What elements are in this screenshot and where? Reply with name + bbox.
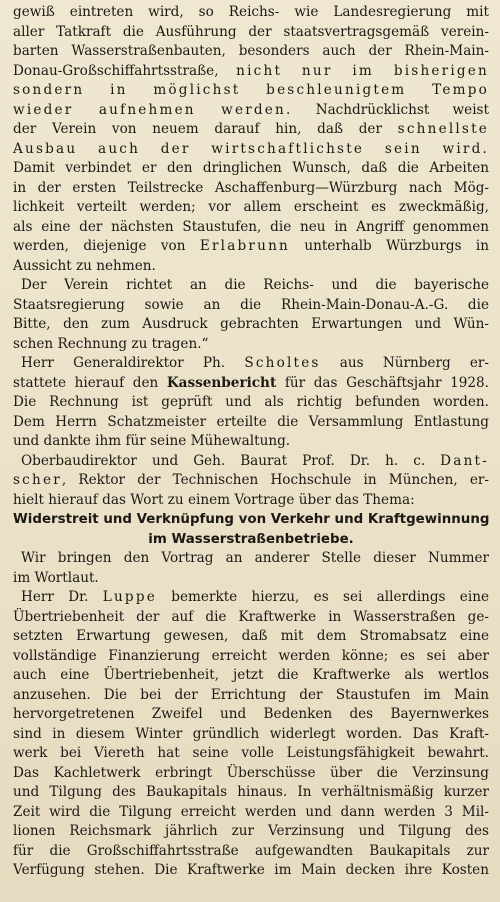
text-run: Herr Dr. bbox=[21, 589, 103, 605]
text-run: setzten Erwartung gewesen, daß mit dem Stromabsatz eine bbox=[13, 628, 489, 644]
text-line bbox=[13, 510, 489, 530]
text-line bbox=[13, 452, 489, 472]
spaced-emphasis: Luppe bbox=[102, 589, 157, 605]
section-heading bbox=[13, 510, 489, 549]
spaced-emphasis: nicht nur im bisherigen bbox=[236, 62, 489, 79]
paragraph bbox=[13, 3, 489, 276]
spaced-emphasis: sondern in möglichst beschleunigtem Tempo bbox=[13, 82, 489, 98]
text-run: Nachdrücklichst weist bbox=[292, 101, 489, 118]
text-run: Herr Generaldirektor Ph. bbox=[21, 355, 245, 371]
text-line bbox=[13, 198, 489, 218]
paragraph bbox=[13, 452, 489, 511]
text-run: schen Rechnung zu tragen.“ bbox=[13, 335, 209, 352]
text-line bbox=[13, 822, 489, 842]
text-line bbox=[13, 627, 489, 647]
text-run: Der Verein richtet an die Reichs- und die bayerische bbox=[21, 277, 489, 293]
text-line bbox=[13, 744, 489, 764]
text-line bbox=[13, 393, 489, 413]
text-run: werk bei Viereth hat seine volle Leistungsfähigkeit bewahrt. bbox=[13, 745, 489, 761]
text-run: für das Geschäftsjahr 1928. bbox=[276, 374, 489, 391]
text-line bbox=[13, 491, 489, 511]
spaced-emphasis: Scholtes bbox=[244, 355, 321, 371]
paragraph bbox=[13, 588, 489, 881]
text-run: hielt hierauf das Wort zu einem Vortrage über das Thema: bbox=[13, 491, 415, 508]
text-run: Damit verbindet er den dringlichen Wunsch, daß die Arbeiten bbox=[13, 160, 489, 176]
text-line bbox=[13, 764, 489, 784]
spaced-emphasis: Ausbau auch der wirtschaftlichste sein wird. bbox=[13, 140, 489, 157]
text-run: der Verein von neuem darauf hin, daß der bbox=[13, 121, 398, 137]
text-line bbox=[13, 725, 489, 745]
spaced-emphasis: schnellste bbox=[397, 121, 489, 137]
text-run: gewiß eintreten wird, so Reichs- wie Landesregierung mit bbox=[13, 4, 489, 20]
text-line bbox=[13, 218, 489, 238]
spaced-emphasis: Dant- bbox=[440, 452, 489, 469]
text-run: Das Kachletwerk erbringt Überschüsse über die Verzinsung bbox=[13, 764, 489, 781]
text-line bbox=[13, 179, 489, 199]
text-line bbox=[13, 101, 489, 121]
text-run: im Wasserstraßenbetriebe. bbox=[148, 531, 354, 547]
text-line bbox=[13, 861, 489, 881]
text-run: Oberbaudirektor und Geh. Baurat Prof. Dr. h. c. bbox=[21, 452, 441, 469]
text-run: Bitte, den zum Ausdruck gebrachten Erwartungen und Wün- bbox=[13, 316, 489, 332]
paragraph bbox=[13, 549, 489, 588]
text-run: Staatsregierung sowie an die Rhein-Main-Donau-A.-G. die bbox=[13, 296, 489, 313]
text-line bbox=[13, 335, 489, 355]
text-line bbox=[13, 530, 489, 550]
text-line bbox=[13, 81, 489, 101]
text-run: auch eine Übertriebenheit, jetzt die Kraftwerke als wertlos bbox=[13, 667, 489, 683]
text-line bbox=[13, 3, 489, 23]
bold-emphasis: Kassenbericht bbox=[166, 374, 277, 391]
text-line bbox=[13, 686, 489, 706]
text-line bbox=[13, 237, 489, 257]
text-line bbox=[13, 159, 489, 179]
text-line bbox=[13, 120, 489, 140]
text-run: bemerkte hierzu, es sei allerdings eine bbox=[156, 589, 489, 605]
text-run: Dem Herrn Schatzmeister erteilte die Versammlung Entlastung bbox=[13, 413, 489, 430]
text-run: sind in diesem Winter gründlich widerlegt worden. Das Kraft- bbox=[13, 725, 489, 742]
text-run: stattete hierauf den bbox=[13, 374, 167, 391]
text-run: im Wortlaut. bbox=[13, 569, 99, 586]
text-run: , Rektor der Technischen Hochschule in München, er- bbox=[61, 472, 489, 488]
text-line bbox=[13, 315, 489, 335]
text-run: Aussicht zu nehmen. bbox=[13, 257, 156, 274]
text-line bbox=[13, 354, 489, 374]
text-line bbox=[13, 432, 489, 452]
text-run: Verfügung stehen. Die Kraftwerke im Main decken ihre Kosten bbox=[13, 862, 489, 878]
text-run: Donau-Großschiffahrtsstraße, bbox=[13, 62, 237, 79]
text-line bbox=[13, 666, 489, 686]
text-run: Zeit wird die Tilgung erreicht werden und dann werden 3 Mil- bbox=[13, 803, 489, 820]
paragraph bbox=[13, 354, 489, 452]
text-line bbox=[13, 842, 489, 862]
text-run: als eine der nächsten Staustufen, die neu in Angriff genommen bbox=[13, 218, 489, 235]
text-line bbox=[13, 647, 489, 667]
text-line bbox=[13, 42, 489, 62]
paragraph bbox=[13, 276, 489, 354]
text-run: unterhalb Würzburgs in bbox=[289, 238, 489, 254]
text-run: werden, diejenige von bbox=[13, 238, 200, 254]
text-run: hervorgetretenen Zweifel und Bedenken des Bayernwerkes bbox=[13, 706, 489, 722]
text-line bbox=[13, 783, 489, 803]
text-run: Übertriebenheit der auf die Kraftwerke in Wasserstraßen ge- bbox=[13, 608, 489, 625]
text-run: anzusehen. Die bei der Errichtung der Staustufen im Main bbox=[13, 686, 489, 703]
text-run: lichkeit verteilt werden; vor allem erscheint es zweckmäßig, bbox=[13, 199, 489, 215]
text-run: Wir bringen den Vortrag an anderer Stelle dieser Nummer bbox=[21, 550, 489, 566]
text-line bbox=[13, 471, 489, 491]
text-line bbox=[13, 62, 489, 82]
text-line bbox=[13, 705, 489, 725]
text-run: Die Rechnung ist geprüft und als richtig befunden worden. bbox=[13, 394, 489, 410]
text-line bbox=[13, 374, 489, 394]
text-run: lionen Reichsmark jährlich zur Verzinsung und Tilgung des bbox=[13, 823, 489, 839]
text-line bbox=[13, 23, 489, 43]
text-line bbox=[13, 608, 489, 628]
spaced-emphasis: wieder aufnehmen werden. bbox=[13, 101, 293, 118]
text-run: aus Nürnberg er- bbox=[320, 355, 489, 371]
text-line bbox=[13, 276, 489, 296]
text-run: und dankte ihm für seine Mühewaltung. bbox=[13, 433, 291, 449]
text-line bbox=[13, 413, 489, 433]
text-line bbox=[13, 140, 489, 160]
text-line bbox=[13, 549, 489, 569]
text-line bbox=[13, 569, 489, 589]
text-line bbox=[13, 257, 489, 277]
text-run: und Tilgung des Baukapitals hinaus. In verhältnismäßig kurzer bbox=[13, 784, 489, 800]
text-run: für die Großschiffahrtsstraße aufgewandten Baukapitals zur bbox=[13, 842, 489, 859]
text-run: barten Wasserstraßenbauten, besonders auch der Rhein-Main- bbox=[13, 43, 489, 59]
text-line bbox=[13, 803, 489, 823]
text-run: in der ersten Teilstrecke Aschaffenburg—Würzburg nach Mög- bbox=[13, 179, 489, 196]
text-run: vollständige Finanzierung erreicht werden könne; es sei aber bbox=[13, 647, 489, 664]
text-run: Widerstreit und Verknüpfung von Verkehr und Kraftgewinnung bbox=[13, 512, 489, 527]
text-run: aller Tatkraft die Ausführung der staatsvertragsgemäß verein- bbox=[13, 23, 489, 40]
text-body bbox=[13, 3, 489, 881]
text-line bbox=[13, 588, 489, 608]
spaced-emphasis: scher bbox=[13, 472, 62, 488]
spaced-emphasis: Erlabrunn bbox=[199, 238, 290, 254]
text-line bbox=[13, 296, 489, 316]
